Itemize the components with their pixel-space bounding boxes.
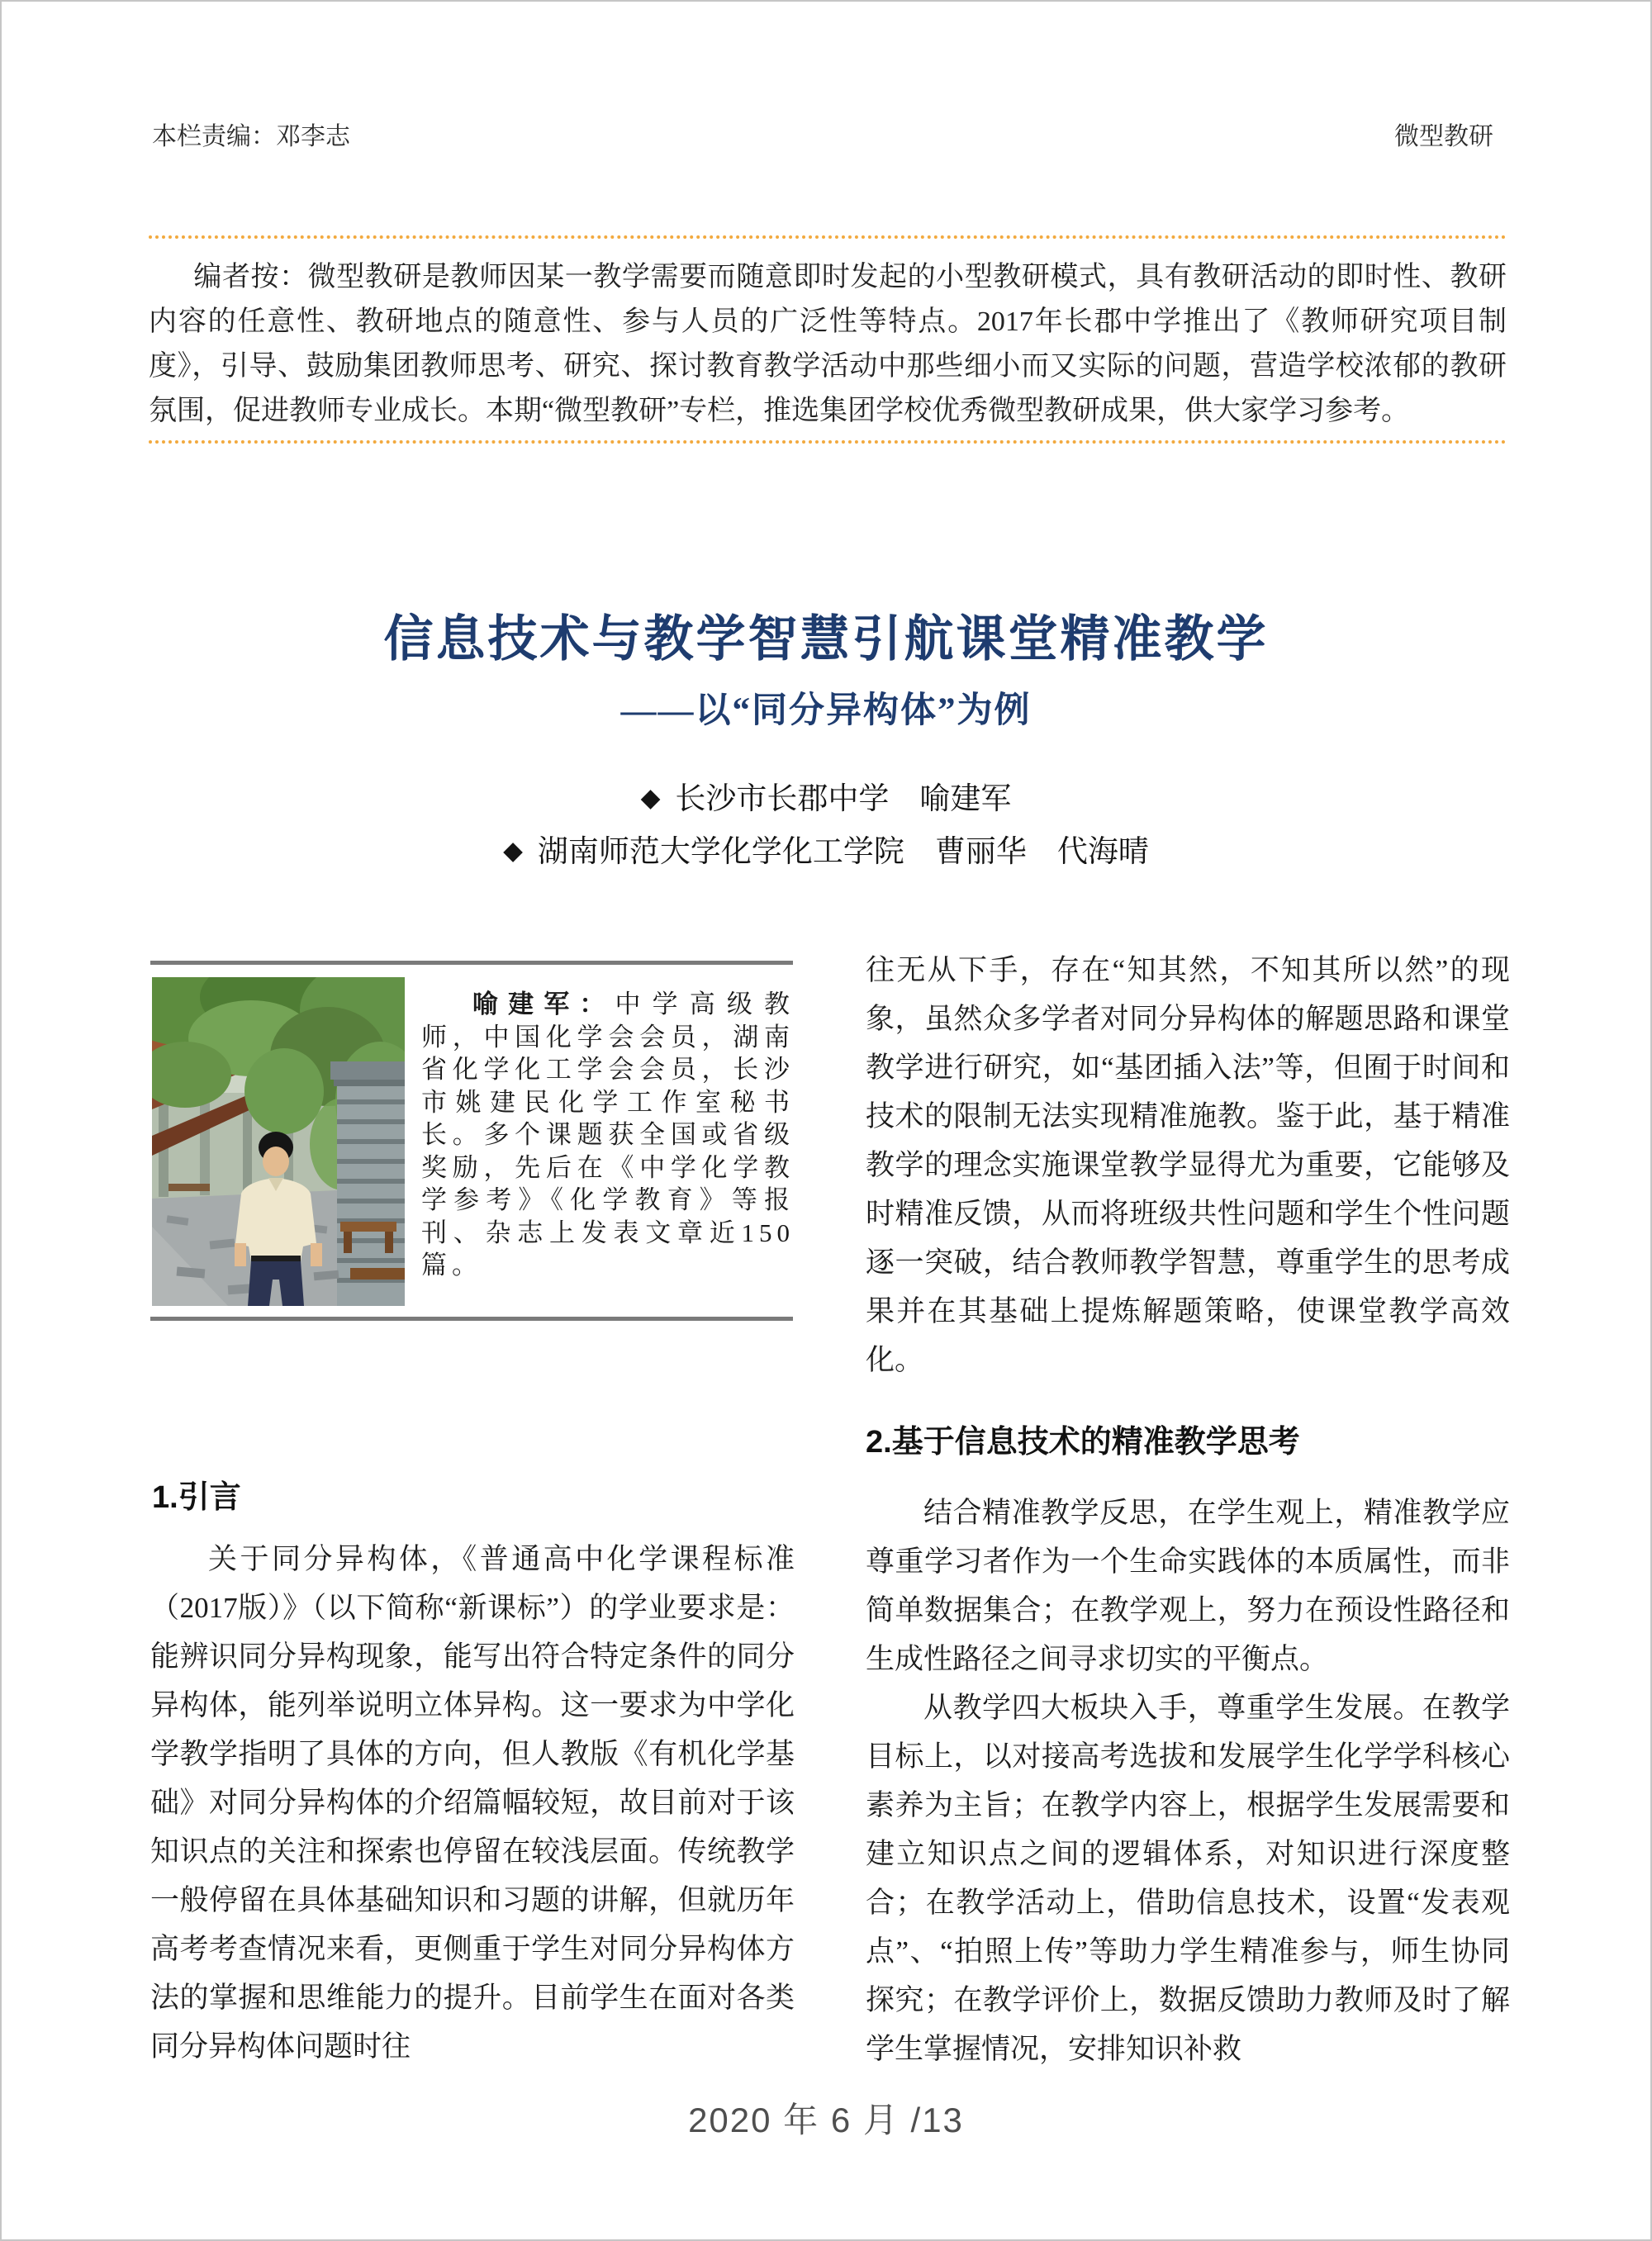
bio-body-text: 中学高级教师，中国化学会会员，湖南省化学化工学会会员，长沙市姚建民化学工作室秘书长。多个课题获全国或省级奖励，先后在《中学化学教学参考》《化学教育》等报刊、杂志上发表文章近150篇。 xyxy=(421,990,795,1280)
bio-rule-top xyxy=(150,961,793,965)
author-line-1 xyxy=(2,773,1650,818)
article-title: 信息技术与教学智慧引航课堂精准教学 xyxy=(383,612,1269,667)
author-bio xyxy=(421,988,795,1282)
author-photo xyxy=(152,977,405,1306)
author-text-2: 湖南师范大学化学化工学院 曹丽华 代海晴 xyxy=(537,835,1149,869)
column-name-label: 微型教研 xyxy=(1394,123,1493,150)
editor-note-box xyxy=(149,235,1507,444)
section-2-paragraph-2: 从教学四大板块入手，尊重学生发展。在教学目标上，以对接高考选拔和发展学生化学学科核心素养为主旨；在教学内容上，根据学生发展需要和建立知识点之间的逻辑体系，对知识进行深度整合；在教学活动上，借助信息技术，设置“发表观点”、“拍照上传”等助力学生精准参与，师生协同探究；在教学评价上，数据反馈助力教师及时了解学生掌握情况，安排知识补救 xyxy=(866,1692,1510,2065)
section-1-paragraph: 关于同分异构体，《普通高中化学课程标准（2017版）》（以下简称“新课标”）的学业要求是：能辨识同分异构现象，能写出符合特定条件的同分异构体，能列举说明立体异构。这一要求为中学化学教学指明了具体的方向，但人教版《有机化学基础》对同分异构体的介绍篇幅较短，故目前对于该知识点的关注和探索也停留在较浅层面。传统教学一般停留在具体基础知识和习题的讲解，但就历年高考考查情况来看，更侧重于学生对同分异构体方法的掌握和思维能力的提升。目前学生在面对各类同分异构体问题时往 xyxy=(150,1543,795,2063)
column-editor-label: 本栏责编：邓李志 xyxy=(152,123,350,150)
section-1-heading: 1.引言 xyxy=(152,1480,241,1515)
page-footer: 2020 年 6 月 /13 xyxy=(688,2101,964,2139)
section-2-paragraph-1: 结合精准教学反思，在学生观上，精准教学应尊重学习者作为一个生命实践体的本质属性，而非简单数据集合；在教学观上，努力在预设性路径和生成性路径之间寻求切实的平衡点。 xyxy=(866,1497,1510,1675)
diamond-icon: ◆ xyxy=(503,836,523,865)
section-2-heading: 2.基于信息技术的精准教学思考 xyxy=(866,1425,1300,1460)
author-text-1: 长沙市长郡中学 喻建军 xyxy=(675,782,1012,816)
diamond-icon: ◆ xyxy=(640,783,661,812)
bio-rule-bottom xyxy=(150,1317,793,1321)
bio-author-name: 喻建军： xyxy=(472,990,615,1018)
author-line-2 xyxy=(2,826,1650,871)
editor-note-text: 编者按：微型教研是教师因某一教学需要而随意即时发起的小型教研模式，具有教研活动的即时性、教研内容的任意性、教研地点的随意性、参与人员的广泛性等特点。2017年长郡中学推出了《教师研究项目制度》，引导、鼓励集团教师思考、研究、探讨教育教学活动中那些细小而又实际的问题，营造学校浓郁的教研氛围，促进教师专业成长。本期“微型教研”专栏，推选集团学校优秀微型教研成果，供大家学习参考。 xyxy=(149,262,1507,426)
right-column-continuation-paragraph: 往无从下手，存在“知其然，不知其所以然”的现象，虽然众多学者对同分异构体的解题思路和课堂教学进行研究，如“基团插入法”等，但囿于时间和技术的限制无法实现精准施教。鉴于此，基于精准教学的理念实施课堂教学显得尤为重要，它能够及时精准反馈，从而将班级共性问题和学生个性问题逐一突破，结合教师教学智慧，尊重学生的思考成果并在其基础上提炼解题策略，使课堂教学高效化。 xyxy=(866,954,1510,1376)
article-subtitle: ——以“同分异构体”为例 xyxy=(620,691,1032,730)
